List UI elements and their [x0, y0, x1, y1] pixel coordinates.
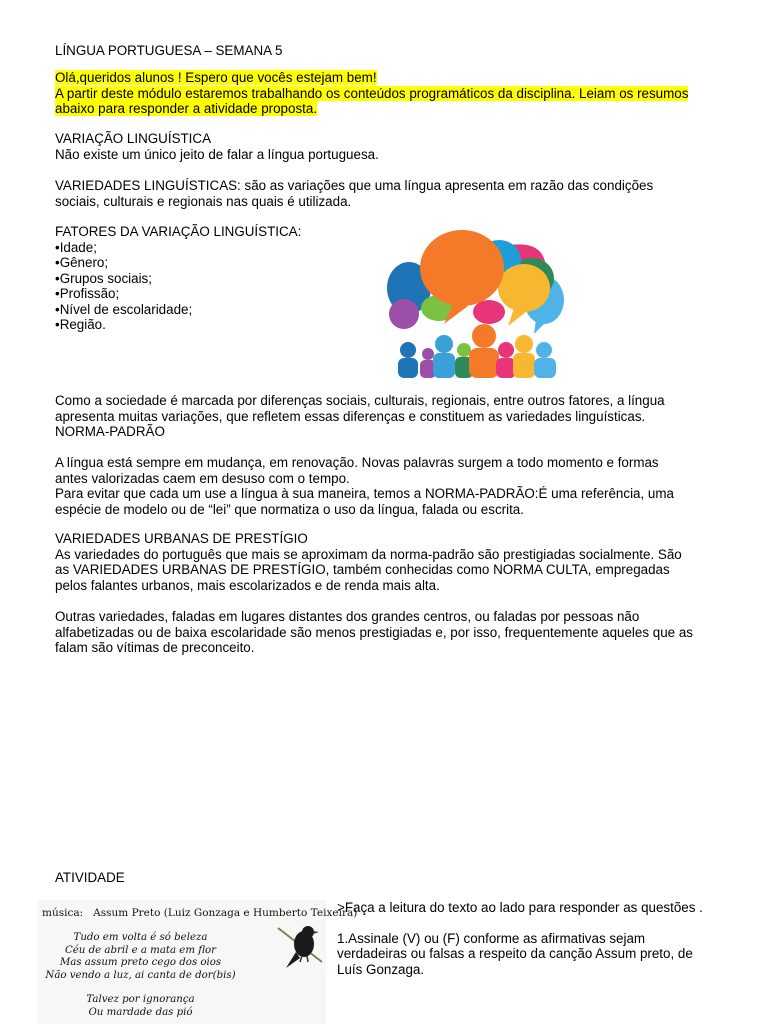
atividade-heading-text: ATIVIDADE	[55, 870, 125, 885]
atividade-heading	[55, 870, 745, 886]
questions-section	[337, 900, 747, 977]
list-item: •Gênero;	[55, 255, 109, 270]
variacao-heading: VARIAÇÃO LINGUÍSTICA	[55, 131, 212, 146]
variedades-line-2: sociais, culturais e regionais nas quais é utilizada.	[55, 193, 352, 209]
sociedade-paragraph	[55, 393, 745, 440]
intro-line-1: Olá,queridos alunos ! Espero que vocês estejam bem!	[55, 70, 377, 85]
bird-icon	[278, 918, 322, 970]
mudanca-line-4: espécie de modelo ou de “lei” que normatiza o uso da língua, falada ou escrita.	[55, 501, 524, 517]
intro-line-2: A partir deste módulo estaremos trabalhando os conteúdos programáticos da disciplina. Leiam os resumos	[55, 85, 689, 101]
list-item: •Grupos sociais;	[55, 270, 152, 286]
verse-line: Tudo em volta é só beleza	[73, 932, 208, 943]
fatores-heading: FATORES DA VARIAÇÃO LINGUÍSTICA:	[55, 224, 302, 239]
mudanca-line-3: Para evitar que cada um use a língua à sua maneira, temos a NORMA-PADRÃO:É uma referência, uma	[55, 486, 674, 501]
fatores-section	[55, 224, 375, 333]
sociedade-line-2: apresenta muitas variações, que refletem essas diferenças e constituem as variedades linguísticas.	[55, 408, 646, 424]
variacao-section	[55, 131, 745, 162]
variacao-text: Não existe um único jeito de falar a língua portuguesa.	[55, 146, 379, 162]
norma-padrao-heading: NORMA-PADRÃO	[55, 424, 165, 439]
mudanca-paragraph	[55, 455, 745, 517]
verse-line: Mas assum preto cego dos oios	[59, 957, 222, 968]
urbanas-section	[55, 531, 745, 593]
outras-line-1: Outras variedades, faladas em lugares distantes dos grandes centros, ou faladas por pessoas não	[55, 609, 640, 624]
verse-line: Não vendo a luz, ai canta de dor(bis)	[45, 969, 236, 981]
verse-line: Ou mardade das pió	[88, 1006, 193, 1018]
outras-line-3: falam são vítimas de preconceito.	[55, 640, 255, 655]
page-title	[55, 43, 745, 59]
questions-instruction: >Faça a leitura do texto ao lado para responder as questões .	[337, 900, 703, 915]
list-item: •Profissão;	[55, 286, 120, 301]
verse-line: Talvez por ignorança	[86, 994, 195, 1005]
mudanca-line-2: antes valorizadas caem em desuso com o tempo.	[55, 470, 350, 486]
song-label: música:	[42, 907, 84, 919]
question-1-line-1: 1.Assinale (V) ou (F) conforme as afirmativas sejam	[337, 930, 646, 946]
song-lyrics-image	[38, 900, 358, 1024]
song-verse-1	[38, 932, 243, 982]
list-item: •Região.	[55, 317, 106, 332]
variedades-line-1: VARIEDADES LINGUÍSTICAS: são as variações que uma língua apresenta em razão das condições	[55, 178, 654, 193]
list-item: •Idade;	[55, 239, 97, 255]
outras-line-2: alfabetizadas ou de baixa escolaridade são menos prestigiadas e, por isso, frequentemente aqueles que as	[55, 624, 693, 640]
speech-bubbles-crowd-icon	[384, 228, 574, 378]
question-1-line-3: Luís Gonzaga.	[337, 961, 425, 977]
outras-paragraph	[55, 609, 745, 656]
urbanas-line-1: As variedades do português que mais se aproximam da norma-padrão são prestigiadas socialmente. São	[55, 546, 682, 562]
song-title: Assum Preto	[93, 907, 161, 919]
question-1-line-2: verdadeiras ou falsas a respeito da canção Assum preto, de	[337, 946, 693, 961]
verse-line: Céu de abril e a mata em flor	[64, 944, 217, 956]
intro-paragraph	[55, 70, 745, 117]
intro-line-3: abaixo para responder a atividade proposta.	[55, 101, 318, 116]
spacer	[337, 916, 747, 931]
song-verse-2	[38, 994, 243, 1019]
urbanas-line-2: as VARIEDADES URBANAS DE PRESTÍGIO, também conhecidas como NORMA CULTA, empregadas	[55, 562, 670, 577]
urbanas-line-3: pelos falantes urbanos, mais escolarizados e de renda mais alta.	[55, 577, 440, 593]
sociedade-line-1: Como a sociedade é marcada por diferenças sociais, culturais, regionais, entre outros fatores, a língua	[55, 393, 665, 408]
song-authors: (Luiz Gonzaga e Humberto Teixeira)	[163, 907, 358, 919]
variedades-paragraph	[55, 178, 745, 209]
page-title-text: LÍNGUA PORTUGUESA – SEMANA 5	[55, 43, 283, 58]
mudanca-line-1: A língua está sempre em mudança, em renovação. Novas palavras surgem a todo momento e formas	[55, 455, 659, 470]
list-item: •Nível de escolaridade;	[55, 301, 193, 317]
urbanas-heading: VARIEDADES URBANAS DE PRESTÍGIO	[55, 531, 308, 546]
